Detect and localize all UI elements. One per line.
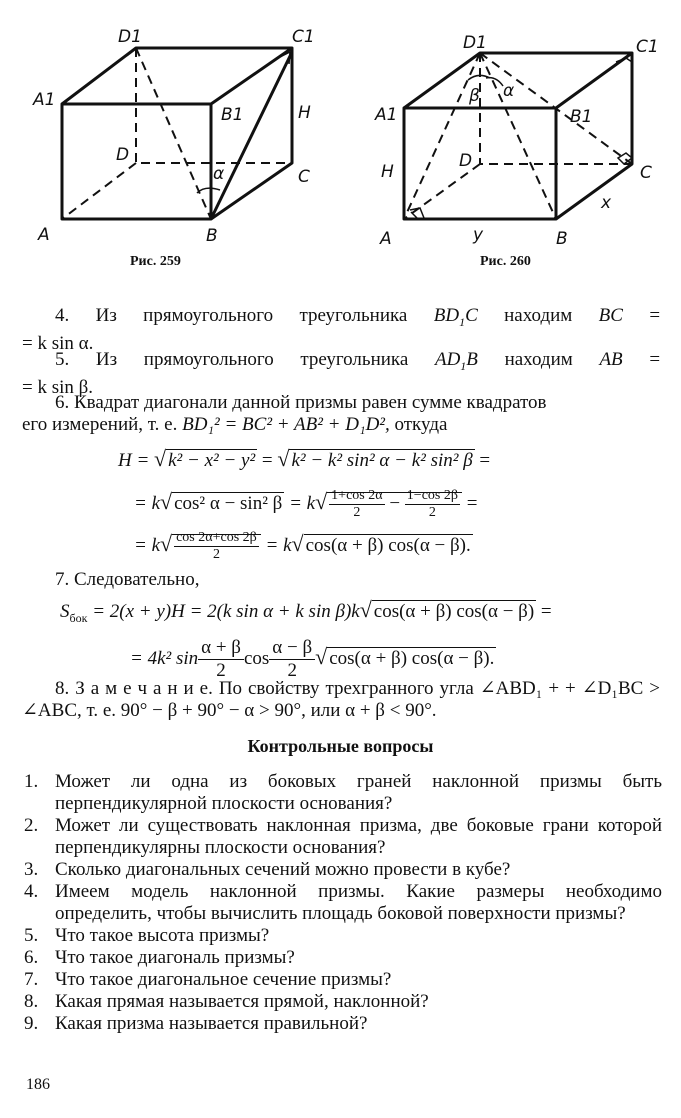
f5-b: cos bbox=[243, 647, 270, 669]
f4-r: cos(α + β) cos(α − β) bbox=[373, 601, 535, 622]
f3-r: cos(α + β) cos(α − β). bbox=[305, 534, 471, 556]
f5-r: cos(α + β) cos(α − β). bbox=[329, 647, 495, 669]
formula-5: = 4k² sin $\frac{\alpha + \beta}{2}$ cos $\frac{\alpha - \beta}{2}$ √ cos(α + β) cos(α − β). bbox=[130, 637, 495, 681]
label-D1: D1 bbox=[463, 33, 487, 53]
p5-tri: AD bbox=[434, 349, 461, 370]
p8-text: По свойству трехгранного угла ∠ABD₁ + + ∠D₁BC > ∠ABC, т. е. 90° − β + 90° − α > 90°, или α + β < 90°. bbox=[22, 678, 661, 721]
label-x: x bbox=[601, 193, 612, 213]
p5-lead: 5. Из прямоугольного треугольника bbox=[55, 349, 409, 370]
question-item bbox=[22, 991, 662, 1013]
f5-d1: 2 bbox=[216, 660, 226, 681]
p5-eq: = bbox=[649, 349, 661, 370]
question-text: Что такое диагональное сечение призмы? bbox=[55, 969, 392, 990]
label-beta: β bbox=[469, 86, 480, 106]
figures-area bbox=[0, 0, 681, 290]
label-C1: C1 bbox=[292, 27, 315, 47]
p5-lhs: AB bbox=[599, 349, 623, 370]
questions-list bbox=[22, 771, 662, 1035]
p6-line2-start: его измерений, т. е. bbox=[22, 414, 178, 435]
f1-b: k² − x² − y² bbox=[168, 450, 256, 471]
f1-d: k² − k² sin² α − k² sin² β bbox=[291, 450, 473, 471]
label-B1: B1 bbox=[221, 105, 244, 125]
question-number: 6. bbox=[24, 947, 39, 968]
f2-e: = bbox=[461, 492, 478, 514]
p5-tri-end: B bbox=[466, 349, 478, 370]
p5-tri-sub: 1 bbox=[460, 358, 467, 373]
question-item bbox=[22, 771, 662, 815]
formula-1: H = √ k² − x² − y² = √ k² − k² sin² α − k² sin² β = bbox=[118, 446, 491, 471]
question-number: 1. bbox=[24, 771, 39, 792]
p4-rest: находим bbox=[504, 305, 573, 326]
formula-2: = k√ cos² α − sin² β = k√ $\frac{1+\cos 2\alpha}{2}$ − $\frac{1-\cos 2\beta}{2}$ = bbox=[134, 488, 478, 520]
p4-tri: BD bbox=[433, 305, 460, 326]
figure-260 bbox=[0, 0, 681, 290]
question-text: Имеем модель наклонной призмы. Какие размеры необходимо определить, чтобы вычислить площадь боковой поверхности призмы? bbox=[55, 881, 662, 924]
f2-d1: 2 bbox=[353, 505, 361, 520]
f5-n2: α − β bbox=[269, 637, 315, 660]
question-text: Что такое диагональ призмы? bbox=[55, 947, 295, 968]
f3-c: = k bbox=[260, 534, 292, 556]
f4-a: S bbox=[60, 601, 70, 622]
label-D: D bbox=[116, 145, 130, 165]
question-text: Может ли одна из боковых граней наклонной призмы быть перпендикулярной плоскости основания? bbox=[55, 771, 662, 814]
p8-label: 8. З а м е ч а н и е. bbox=[55, 678, 213, 699]
paragraph-4 bbox=[22, 305, 660, 355]
f1-a: H = bbox=[118, 450, 155, 471]
question-item bbox=[22, 925, 662, 947]
label-C1: C1 bbox=[636, 37, 659, 57]
f4-sub: бок bbox=[69, 610, 88, 625]
f5-n1: α + β bbox=[198, 637, 244, 660]
label-alpha: α bbox=[503, 81, 515, 101]
question-number: 3. bbox=[24, 859, 39, 880]
f3-n: cos 2α+cos 2β bbox=[176, 530, 257, 545]
formula-4: $S_{бок} = 2(x + y)H = 2(k$ sin α + k sin β)k√ cos(α + β) cos(α − β) = bbox=[60, 597, 552, 625]
f2-c: = k bbox=[284, 492, 316, 514]
p5-rest: находим bbox=[504, 349, 573, 370]
f3-d: 2 bbox=[212, 547, 220, 562]
label-A: A bbox=[38, 225, 50, 245]
label-B: B bbox=[556, 229, 568, 249]
f2-a: = k bbox=[134, 492, 161, 514]
label-A: A bbox=[380, 229, 392, 249]
p4-eq: = bbox=[649, 305, 661, 326]
label-H: H bbox=[381, 162, 394, 182]
question-item bbox=[22, 947, 662, 969]
question-number: 8. bbox=[24, 991, 39, 1012]
page-number: 186 bbox=[26, 1076, 50, 1093]
f2-n1: 1+cos 2α bbox=[331, 488, 383, 503]
question-number: 7. bbox=[24, 969, 39, 990]
question-item bbox=[22, 881, 662, 925]
f3-a: = k bbox=[134, 534, 161, 556]
question-text: Может ли существовать наклонная призма, две боковые грани которой перпендикулярны плоскости основания? bbox=[55, 815, 662, 858]
p6-line2-end: откуда bbox=[394, 414, 448, 435]
question-item bbox=[22, 969, 662, 991]
label-A1: A1 bbox=[375, 105, 398, 125]
p4-lead: 4. Из прямоугольного треугольника bbox=[55, 305, 408, 326]
formula-3: = k√ $\frac{\cos 2\alpha+\cos 2\beta}{2}$ = k√ cos(α + β) cos(α − β). bbox=[134, 530, 471, 562]
p4-lhs: BC bbox=[598, 305, 623, 326]
question-number: 4. bbox=[24, 881, 39, 902]
question-text: Какая призма называется правильной? bbox=[55, 1013, 368, 1034]
p4-rhs: = k sin α. bbox=[22, 332, 94, 354]
f5-a: = 4k² sin bbox=[130, 647, 199, 669]
f2-n2: 1−cos 2β bbox=[406, 488, 458, 503]
section-heading: Контрольные вопросы bbox=[247, 736, 434, 756]
caption-fig-259: Рис. 259 bbox=[130, 254, 181, 269]
question-number: 2. bbox=[24, 815, 39, 836]
caption-fig-260: Рис. 260 bbox=[480, 254, 531, 269]
paragraph-7 bbox=[22, 569, 660, 591]
label-B: B bbox=[206, 226, 218, 246]
question-text: Что такое высота призмы? bbox=[55, 925, 270, 946]
f4-e: = bbox=[536, 601, 552, 622]
p5-rhs: = k sin β. bbox=[22, 376, 94, 398]
f5-d2: 2 bbox=[287, 660, 297, 681]
f1-c: = bbox=[257, 450, 278, 471]
question-item bbox=[22, 859, 662, 881]
f4-b: = 2(x + y)H = 2(k sin α + k sin β)k bbox=[87, 601, 360, 622]
p4-tri-sub: 1 bbox=[459, 314, 466, 329]
question-item bbox=[22, 815, 662, 859]
f2-m: − bbox=[384, 492, 405, 514]
f2-b: cos² α − sin² β bbox=[174, 492, 283, 514]
f1-e: = bbox=[474, 450, 491, 471]
paragraph-8 bbox=[22, 678, 660, 722]
question-text: Сколько диагональных сечений можно провести в кубе? bbox=[55, 859, 511, 880]
f2-d2: 2 bbox=[428, 505, 436, 520]
question-text: Какая прямая называется прямой, наклонной? bbox=[55, 991, 429, 1012]
p7-text: 7. Следовательно, bbox=[55, 569, 200, 590]
question-item bbox=[22, 1013, 662, 1035]
label-y: y bbox=[473, 225, 484, 245]
label-A1: A1 bbox=[33, 90, 56, 110]
label-H: H bbox=[298, 103, 311, 123]
p4-tri-end: C bbox=[465, 305, 478, 326]
paragraph-6 bbox=[22, 392, 660, 436]
label-C: C bbox=[640, 163, 652, 183]
question-number: 9. bbox=[24, 1013, 39, 1034]
label-D: D bbox=[459, 151, 473, 171]
label-B1: B1 bbox=[570, 107, 593, 127]
label-alpha: α bbox=[213, 164, 225, 184]
question-number: 5. bbox=[24, 925, 39, 946]
p6-formula: BD₁² = BC² + AB² + D₁D², bbox=[182, 414, 390, 435]
p6-line1: 6. Квадрат диагонали данной призмы равен сумме квадратов bbox=[55, 392, 547, 413]
label-C: C bbox=[298, 167, 310, 187]
label-D1: D1 bbox=[118, 27, 142, 47]
